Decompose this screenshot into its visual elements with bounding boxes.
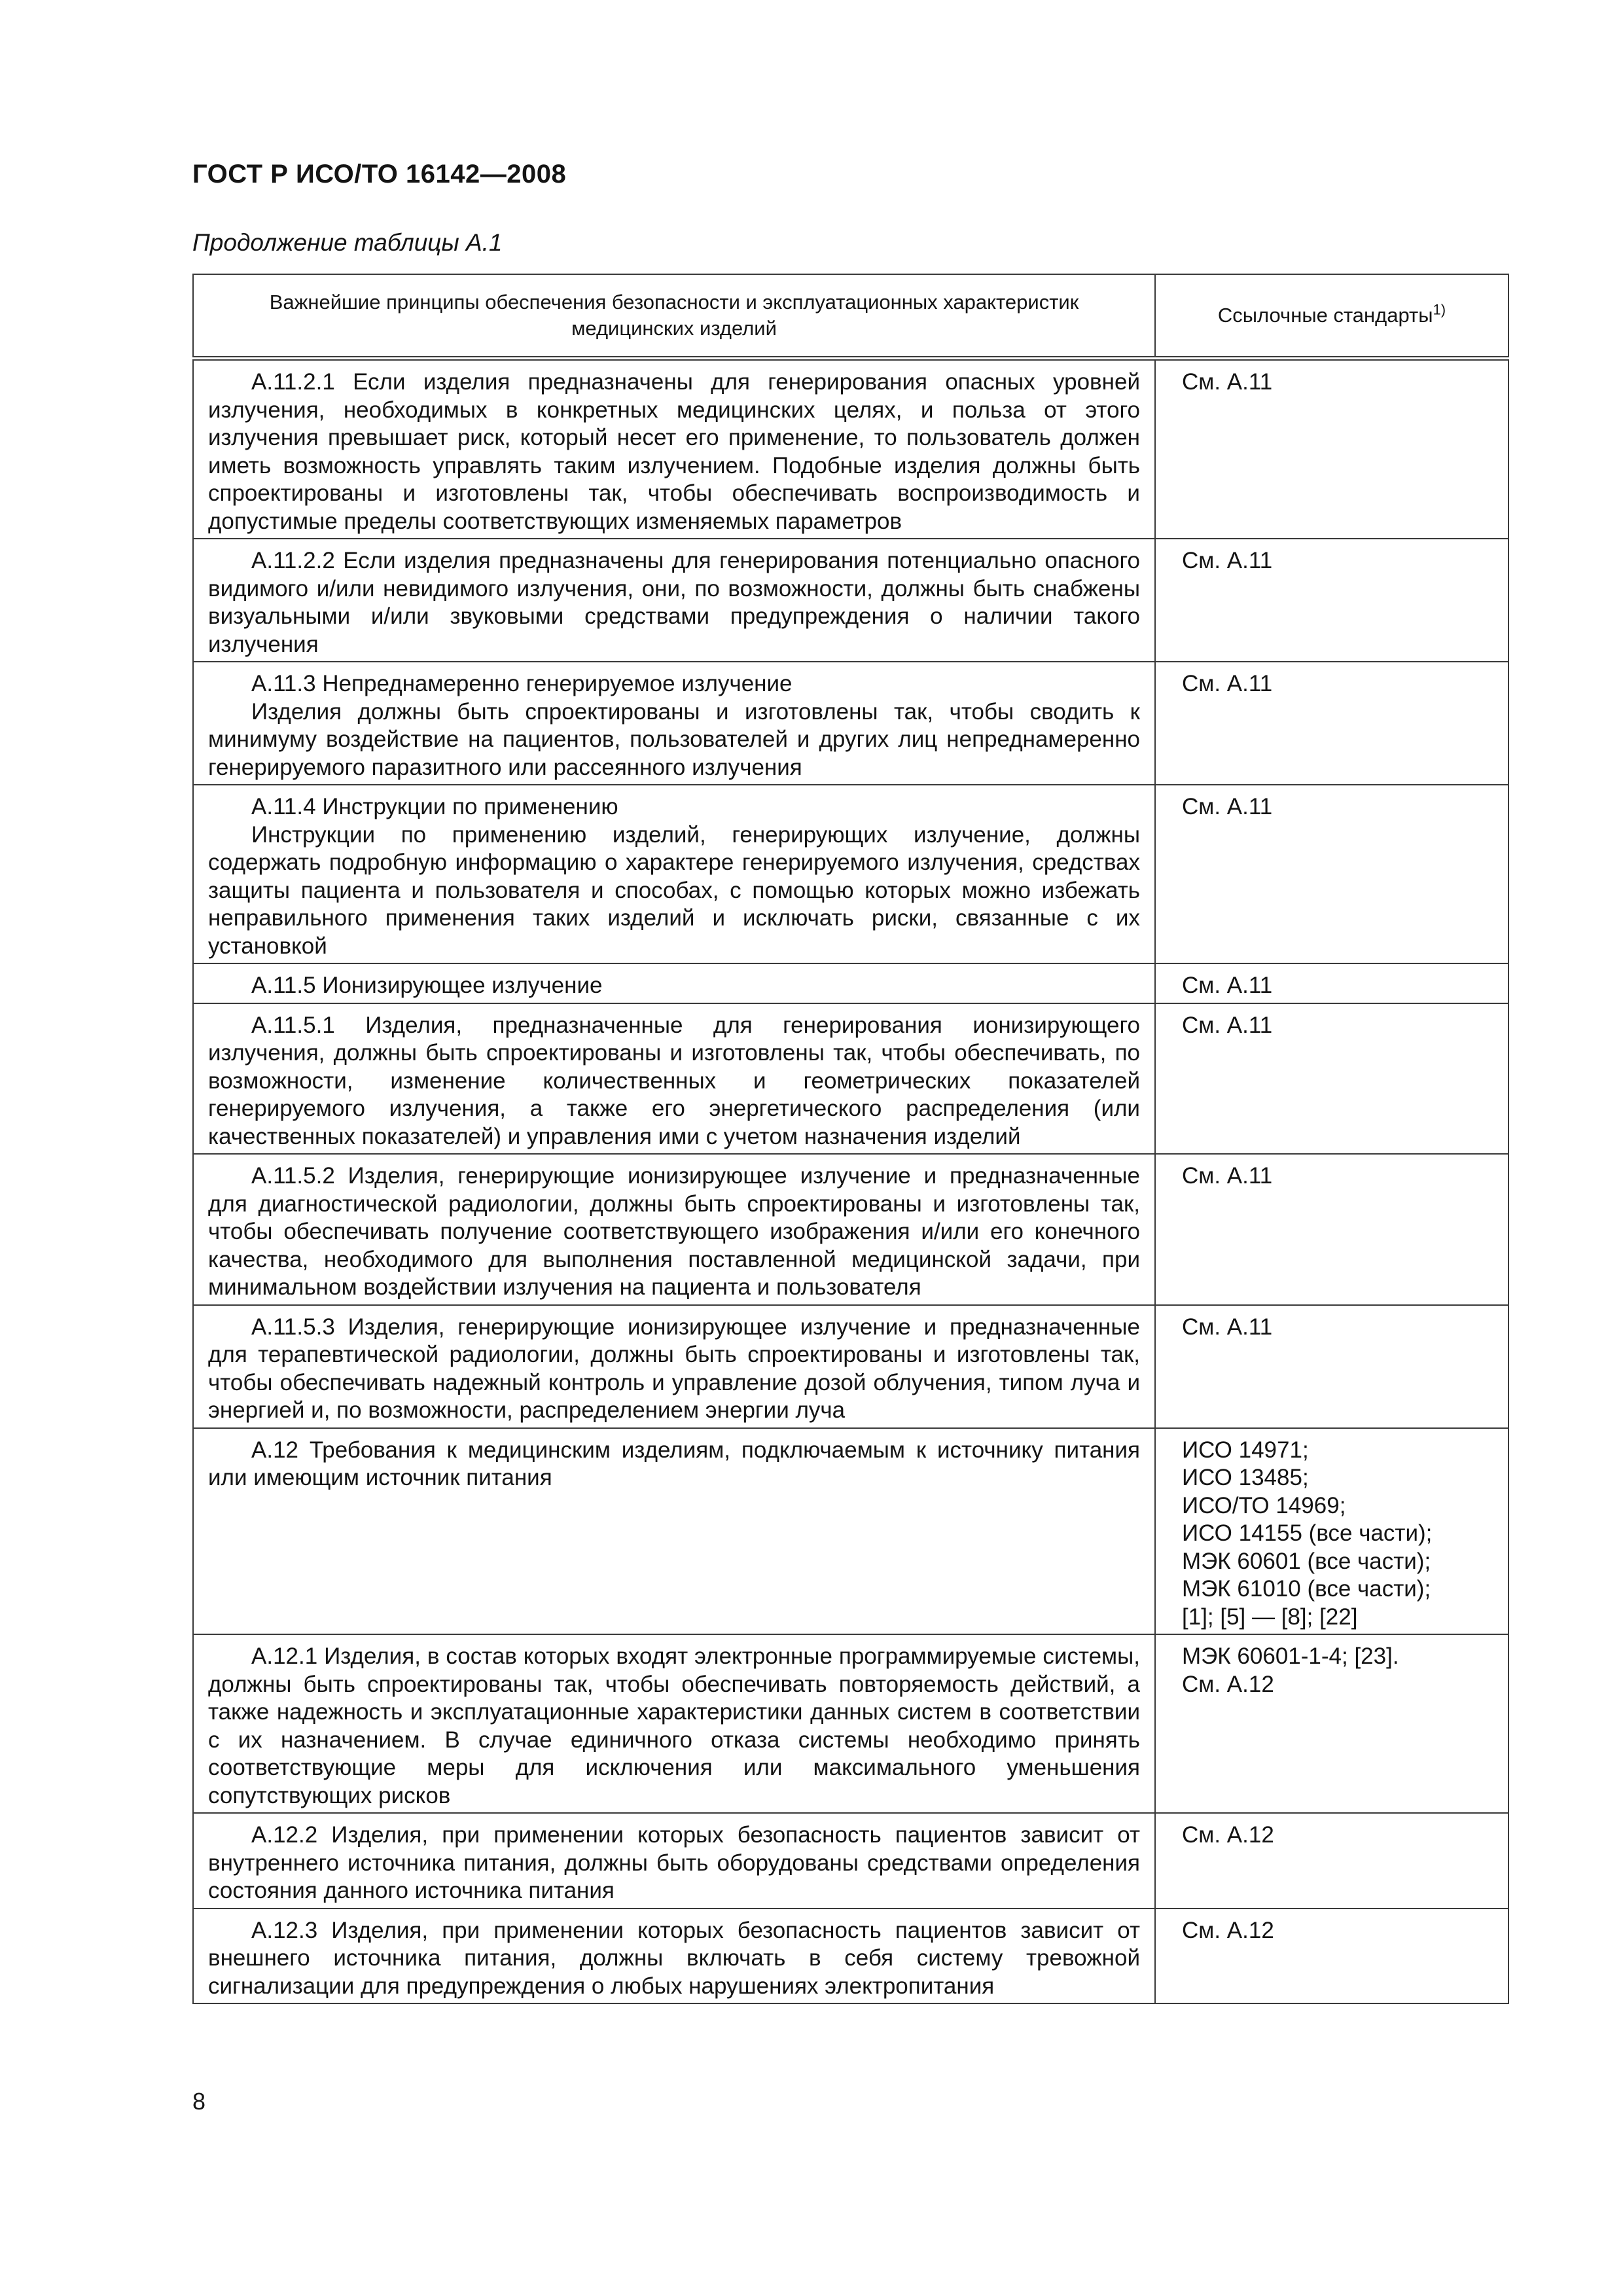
- table-row: [193, 1634, 1508, 1813]
- requirement-text: А.11.5.3 Изделия, генерирующие ионизирующее излучение и предназначенные для терапевтической радиологии, должны быть спроектированы и изготовлены так, чтобы обеспечивать надежный контроль и управление дозой облучения, типом луча и энергией и, по возможности, распределением энергии луча: [208, 1314, 1140, 1423]
- reference-cell: [1155, 1003, 1508, 1155]
- table-row: [193, 1305, 1508, 1428]
- requirement-cell: [193, 539, 1155, 662]
- requirement-cell: [193, 1909, 1155, 2004]
- document-title: ГОСТ Р ИСО/ТО 16142—2008: [192, 160, 567, 188]
- requirement-cell: [193, 785, 1155, 963]
- requirement-cell: [193, 1813, 1155, 1909]
- reference-standard: См. А.11: [1182, 1163, 1273, 1189]
- requirement-cell: [193, 1428, 1155, 1635]
- reference-standard: МЭК 60601-1-4; [23].: [1182, 1643, 1399, 1669]
- table-row: [193, 785, 1508, 963]
- reference-standard: См. А.12: [1182, 1917, 1274, 1943]
- reference-cell: [1155, 1154, 1508, 1305]
- reference-cell: [1155, 1634, 1508, 1813]
- reference-standard: ИСО 14155 (все части);: [1182, 1520, 1433, 1546]
- requirement-text: А.11.5 Ионизирующее излучение: [251, 973, 603, 998]
- column-header-references: [1155, 274, 1508, 359]
- reference-cell: [1155, 1813, 1508, 1909]
- reference-cell: [1155, 539, 1508, 662]
- table-row: [193, 539, 1508, 662]
- table-row: [193, 662, 1508, 785]
- requirement-cell: [193, 1634, 1155, 1813]
- table-row: [193, 359, 1508, 539]
- reference-standard: ИСО 14971;: [1182, 1437, 1309, 1463]
- table-row: [193, 1154, 1508, 1305]
- reference-cell: [1155, 662, 1508, 785]
- reference-cell: [1155, 963, 1508, 1003]
- requirement-cell: [193, 963, 1155, 1003]
- requirement-cell: [193, 359, 1155, 539]
- footnote-mark: 1): [1433, 301, 1446, 318]
- reference-standard: См. А.11: [1182, 548, 1273, 573]
- requirement-text: А.12.3 Изделия, при применении которых безопасность пациентов зависит от внешнего источника питания, должны включать в себя систему тревожной сигнализации для предупреждения о любых нарушениях электропитания: [208, 1917, 1140, 1999]
- reference-cell: [1155, 1909, 1508, 2004]
- requirement-text: Инструкции по применению изделий, генерирующих излучение, должны содержать подробную информацию о характере генерируемого излучения, средствах защиты пациента и пользователя и способах, с помощью которых можно избежать неправильного применения таких изделий и исключать риски, связанные с их установкой: [208, 821, 1140, 959]
- reference-standard: См. А.11: [1182, 1314, 1273, 1340]
- page-number: 8: [192, 2088, 206, 2115]
- reference-standard: [1]; [5] — [8]; [22]: [1182, 1604, 1358, 1630]
- reference-standard: См. А.11: [1182, 369, 1273, 395]
- reference-standard: МЭК 60601 (все части);: [1182, 1548, 1431, 1574]
- requirements-table: [192, 274, 1509, 2004]
- requirement-text: А.11.3 Непреднамеренно генерируемое излучение: [251, 671, 793, 696]
- reference-standard: ИСО/ТО 14969;: [1182, 1492, 1346, 1518]
- requirement-text: А.11.4 Инструкции по применению: [251, 794, 618, 819]
- requirement-text: А.11.2.1 Если изделия предназначены для генерирования опасных уровней излучения, необходимых в конкретных медицинских целях, и польза от этого излучения превышает риск, который несет его применение, то пользователь должен иметь возможность управлять таким излучением. Подобные изделия должны быть спроектированы и изготовлены так, чтобы обеспечивать воспроизводимость и допустимые пределы соответствующих изменяемых параметров: [208, 369, 1140, 534]
- reference-cell: [1155, 1305, 1508, 1428]
- reference-cell: [1155, 1428, 1508, 1635]
- table-body: [193, 359, 1508, 2004]
- reference-standard: См. А.11: [1182, 671, 1273, 696]
- reference-standard: См. А.12: [1182, 1671, 1274, 1697]
- reference-standard: МЭК 61010 (все части);: [1182, 1576, 1431, 1602]
- reference-standard: См. А.12: [1182, 1822, 1274, 1848]
- table-row: [193, 963, 1508, 1003]
- reference-standard: ИСО 13485;: [1182, 1465, 1309, 1490]
- reference-standard: См. А.11: [1182, 1012, 1273, 1038]
- reference-standard: См. А.11: [1182, 794, 1273, 819]
- reference-cell: [1155, 359, 1508, 539]
- table-row: [193, 1813, 1508, 1909]
- reference-standard: См. А.11: [1182, 973, 1273, 998]
- requirement-text: А.11.5.2 Изделия, генерирующие ионизирующее излучение и предназначенные для диагностической радиологии, должны быть спроектированы и изготовлены так, чтобы обеспечивать получение соответствующего изображения и/или его конечного качества, необходимого для выполнения поставленной медицинской задачи, при минимальном воздействии излучения на пациента и пользователя: [208, 1163, 1140, 1300]
- requirement-text: А.11.2.2 Если изделия предназначены для генерирования потенциально опасного видимого и/или невидимого излучения, они, по возможности, должны быть снабжены визуальными и/или звуковыми средствами предупреждения о наличии такого излучения: [208, 548, 1140, 657]
- requirement-cell: [193, 1305, 1155, 1428]
- requirement-text: Изделия должны быть спроектированы и изготовлены так, чтобы сводить к минимуму воздействие на пациентов, пользователей и других лиц непреднамеренно генерируемого паразитного или рассеянного излучения: [208, 698, 1140, 780]
- column-header-principles: Важнейшие принципы обеспечения безопасности и эксплуатационных характеристик медицинских изделий: [193, 274, 1155, 359]
- table-continuation-caption: Продолжение таблицы А.1: [192, 229, 503, 256]
- requirement-cell: [193, 662, 1155, 785]
- requirement-text: А.11.5.1 Изделия, предназначенные для генерирования ионизирующего излучения, должны быть спроектированы и изготовлены так, чтобы обеспечивать, по возможности, изменение количественных и геометрических показателей генерируемого излучения, а также его энергетического распределения (или качественных показателей) и управления ими с учетом назначения изделий: [208, 1012, 1140, 1149]
- table-row: [193, 1428, 1508, 1635]
- requirement-text: А.12.1 Изделия, в состав которых входят электронные программируемые системы, должны быть спроектированы так, чтобы обеспечивать повторяемость действий, а также надежность и эксплуатационные характеристики данных систем в соответствии с их назначением. В случае единичного отказа системы необходимо принять соответствующие меры для исключения или максимального уменьшения сопутствующих рисков: [208, 1643, 1140, 1808]
- requirement-text: А.12 Требования к медицинским изделиям, подключаемым к источнику питания или имеющим источник питания: [208, 1437, 1140, 1490]
- column-header-references-label: Ссылочные стандарты: [1217, 304, 1433, 327]
- requirement-text: А.12.2 Изделия, при применении которых безопасность пациентов зависит от внутреннего источника питания, должны быть оборудованы средствами определения состояния данного источника питания: [208, 1822, 1140, 1903]
- table-header-row: [193, 274, 1508, 359]
- requirement-cell: [193, 1003, 1155, 1155]
- requirement-cell: [193, 1154, 1155, 1305]
- table-row: [193, 1909, 1508, 2004]
- reference-cell: [1155, 785, 1508, 963]
- table-row: [193, 1003, 1508, 1155]
